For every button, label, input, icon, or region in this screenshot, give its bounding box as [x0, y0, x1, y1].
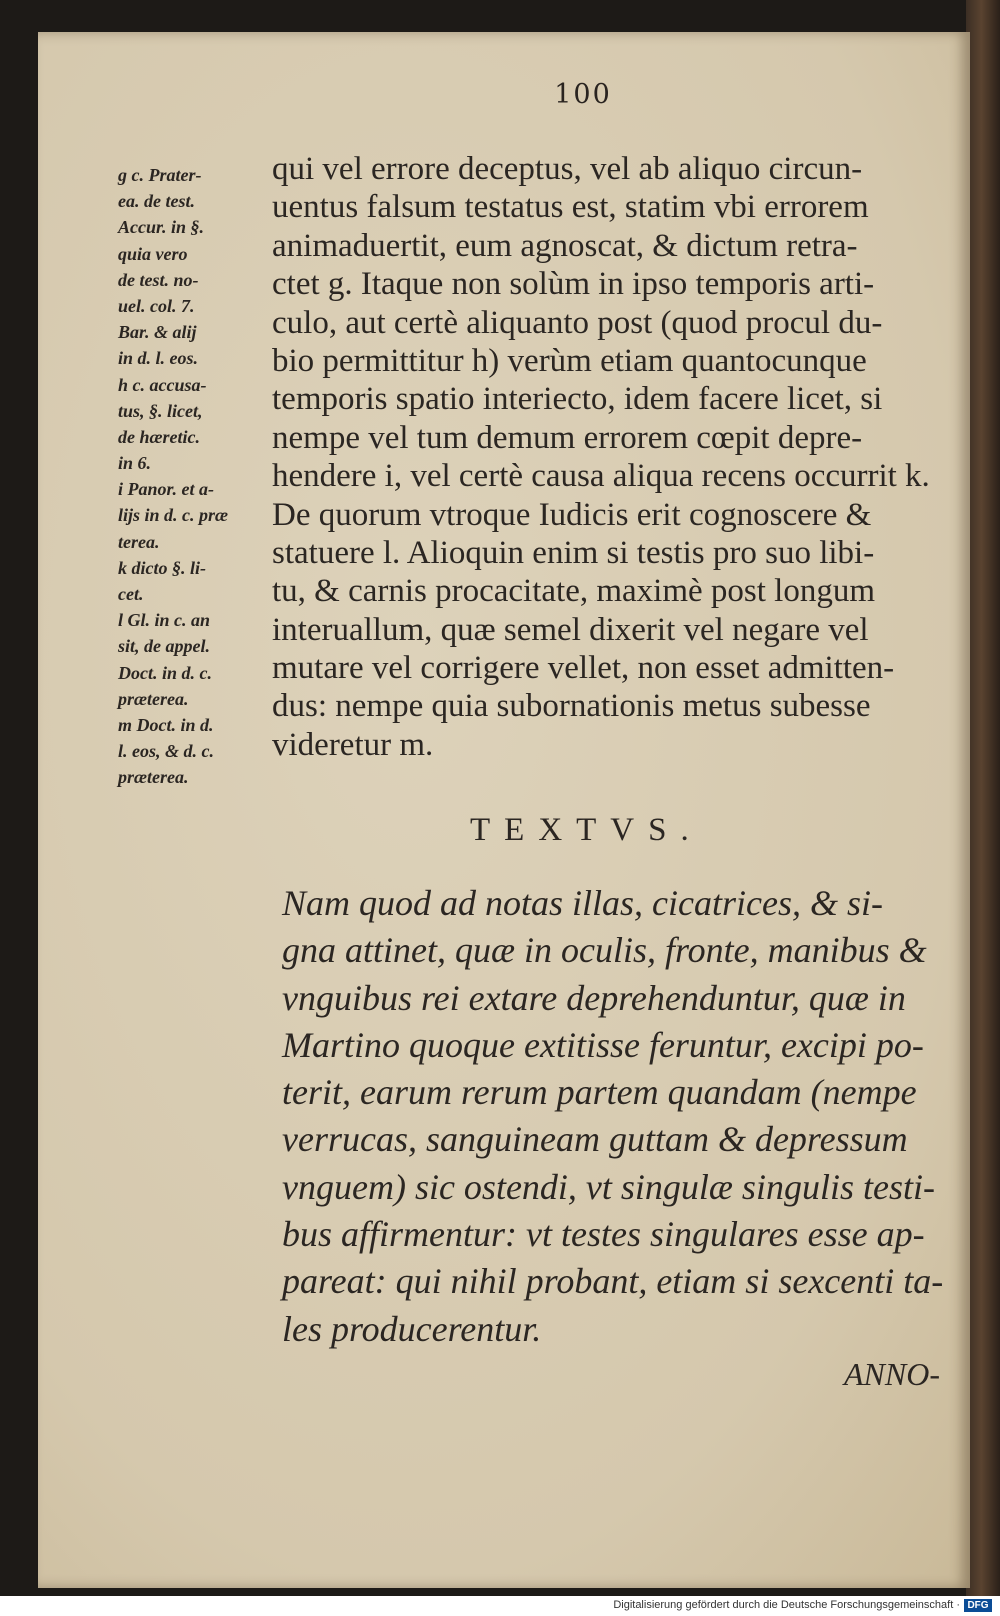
page-number: 100 [554, 79, 612, 110]
margin-note-line: ea. de test. [118, 191, 195, 212]
italic-text-line: vnguem) sic ostendi, vt singulæ singulis testi- [282, 1166, 935, 1207]
margin-note-line: in 6. [118, 453, 152, 474]
margin-note-line: Accur. in §. [118, 217, 205, 238]
italic-text-line: verrucas, sanguineam guttam & depressum [282, 1119, 908, 1160]
margin-note-line: l. eos, & d. c. [118, 741, 214, 762]
catchword: ANNO- [844, 1356, 940, 1392]
text-line: statuere l. Alioquin enim si testis pro suo libi- [272, 534, 875, 571]
italic-text-line: Nam quod ad notas illas, cicatrices, & si- [282, 883, 883, 923]
margin-note-line: m Doct. in d. [118, 714, 214, 735]
text-line: culo, aut certè aliquanto post (quod procul du- [272, 304, 883, 341]
footer-credit: Digitalisierung gefördert durch die Deutsche Forschungsgemeinschaft · [613, 1599, 960, 1611]
margin-note-line: cet. [118, 584, 144, 604]
dfg-logo: DFG [964, 1599, 992, 1612]
margin-note-line: quia vero [118, 243, 188, 264]
italic-text-line: Martino quoque extitisse feruntur, excipi po- [282, 1024, 924, 1065]
italic-text-block [282, 880, 942, 1353]
text-line: bio permittitur h) verùm etiam quantocunque [272, 342, 867, 379]
margin-note-line: tus, §. licet, [118, 400, 203, 421]
margin-note-line: præterea. [118, 767, 189, 788]
margin-note-line: k dicto §. li- [118, 557, 206, 578]
text-line: tu, & carnis procacitate, maximè post longum [272, 573, 876, 610]
margin-note-line: de test. no- [118, 269, 199, 290]
text-line: uentus falsum testatus est, statim vbi errorem [272, 189, 869, 226]
main-text-block [272, 150, 940, 764]
margin-note-line: in d. l. eos. [118, 348, 199, 369]
margin-note-line: Bar. & alij [118, 322, 197, 343]
italic-text-line: bus affirmentur: vt testes singulares esse ap- [282, 1214, 925, 1255]
margin-note-line: de hæretic. [118, 426, 200, 447]
text-line: mutare vel corrigere vellet, non esset admitten- [272, 650, 895, 687]
italic-text-line: pareat: qui nihil probant, etiam si sexcenti ta- [282, 1261, 944, 1302]
margin-note-line: uel. col. 7. [118, 295, 195, 316]
italic-text-line: terit, earum rerum partem quandam (nempe [282, 1072, 917, 1113]
margin-note-line: sit, de appel. [118, 636, 210, 657]
text-line: nempe vel tum demum errorem cœpit depre- [272, 419, 863, 456]
margin-note-line: i Panor. et a- [118, 479, 215, 500]
text-line: ctet g. Itaque non solùm in ipso temporis arti- [272, 266, 875, 303]
text-line: dus: nempe quia subornationis metus subesse [272, 688, 871, 725]
book-spine-edge [966, 0, 1000, 1596]
text-line: interuallum, quæ semel dixerit vel negare vel [272, 611, 869, 648]
margin-notes [118, 162, 278, 791]
italic-text-line: gna attinet, quæ in oculis, fronte, manibus & [282, 930, 927, 971]
margin-note-line: g c. Prater- [118, 165, 202, 185]
text-line: videretur m. [272, 726, 434, 763]
margin-note-line: lijs in d. c. præ [118, 505, 229, 526]
margin-note-line: Doct. in d. c. [118, 662, 212, 683]
margin-note-line: terea. [118, 531, 160, 552]
margin-note-line: l Gl. in c. an [118, 610, 211, 631]
text-line: hendere i, vel certè causa aliqua recens occurrit k. [272, 458, 930, 495]
margin-note-line: præterea. [118, 688, 189, 709]
text-line: De quorum vtroque Iudicis erit cognoscere & [272, 496, 872, 533]
margin-note-line: h c. accusa- [118, 374, 207, 395]
italic-text-line: les producerentur. [282, 1308, 542, 1349]
section-heading: TEXTVS. [470, 812, 703, 848]
text-line: temporis spatio interiecto, idem facere licet, si [272, 381, 883, 418]
text-line: qui vel errore deceptus, vel ab aliquo circun- [272, 151, 863, 187]
italic-text-line: vnguibus rei extare deprehenduntur, quæ in [282, 977, 906, 1018]
text-line: animaduertit, eum agnoscat, & dictum retra- [272, 227, 858, 264]
